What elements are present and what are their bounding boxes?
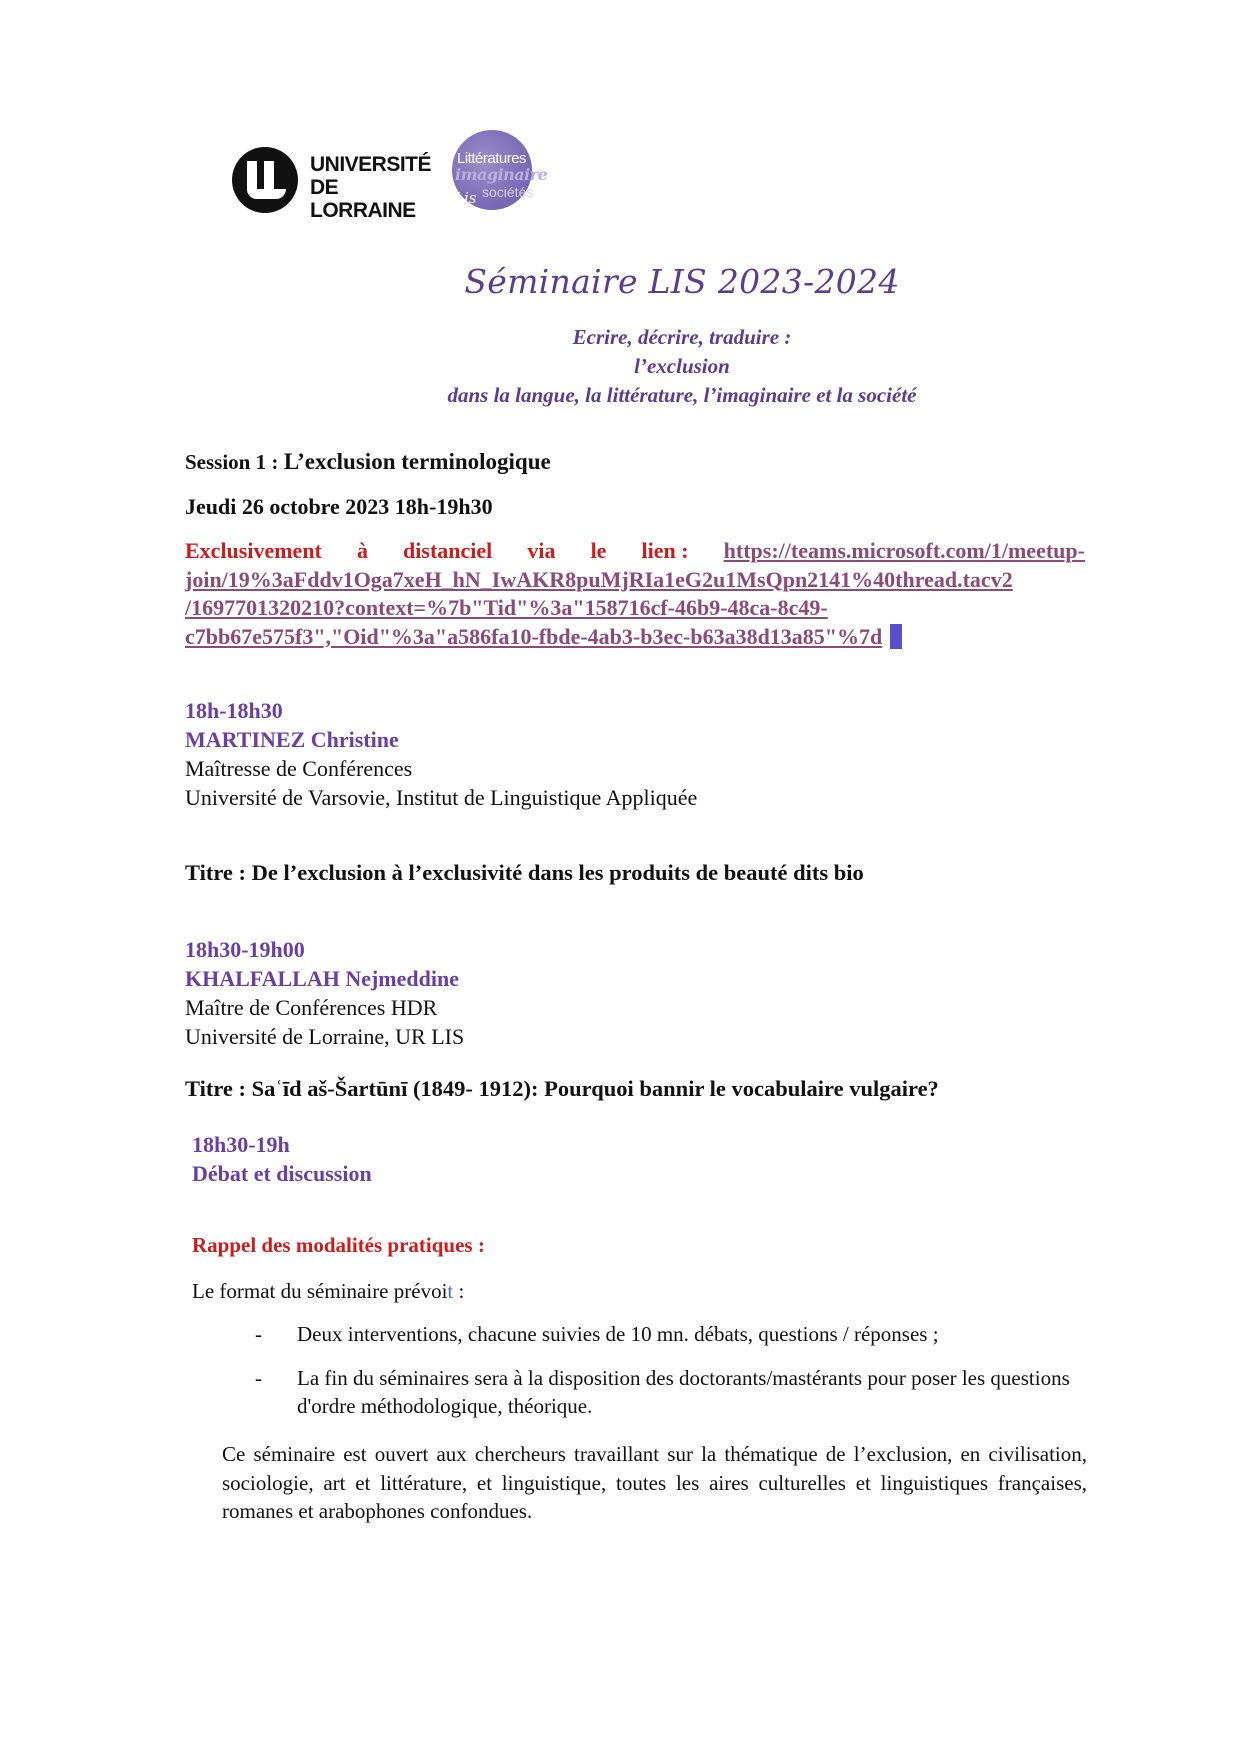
teams-link[interactable]: join/19%3aFddv1Oga7xeH_hN_IwAKR8puMjRIa1eG2u1MsQpn2141%40thread.tacv2 bbox=[185, 566, 1013, 592]
session-heading: Session 1 : L’exclusion terminologique bbox=[185, 449, 551, 474]
seminar-subtitle: Ecrire, décrire, traduire : l’exclusion dans la langue, la littérature, l’imaginaire et la société bbox=[447, 325, 917, 407]
debate-time: 18h30-19h bbox=[192, 1132, 290, 1157]
scope-paragraph: Ce séminaire est ouvert aux chercheurs travaillant sur la thématique de l’exclusion, en civilisation, sociologie, art et littérature, et linguistique, toutes les aires culturelles et linguistiques françaises, romanes et arabophones confondues. bbox=[222, 1442, 1087, 1523]
speaker-role: Maîtresse de Conférences bbox=[185, 756, 413, 781]
access-link-block bbox=[185, 537, 1085, 651]
ul-emblem-icon bbox=[232, 147, 298, 213]
lis-logo: Littératures imaginaire Lis sociétés bbox=[452, 130, 542, 210]
list-item: - Deux interventions, chacune suivies de 10 mn. débats, questions / réponses ; bbox=[255, 1322, 939, 1346]
format-intro: Le format du séminaire prévoit : bbox=[192, 1279, 465, 1303]
debate-slot bbox=[192, 1130, 372, 1188]
universite-de-lorraine-logo bbox=[232, 145, 432, 222]
ul-logo-text: UNIVERSITÉ DE LORRAINE bbox=[310, 153, 432, 222]
format-list bbox=[255, 1320, 1095, 1436]
session-date: Jeudi 26 octobre 2023 18h-19h30 bbox=[185, 494, 493, 519]
teams-link[interactable]: /1697701320210?context=%7b"Tid"%3a"158716cf-46b9-48ca-8c49- bbox=[185, 595, 828, 620]
talk-title: Titre : Saʿīd aš-Šartūnī (1849- 1912): Pourquoi bannir le vocabulaire vulgaire? bbox=[185, 1076, 939, 1101]
teams-link[interactable]: c7bb67e575f3","Oid"%3a"a586fa10-fbde-4ab3-b3ec-b63a38d13a85"%7d bbox=[185, 623, 883, 649]
speaker-role: Maître de Conférences HDR bbox=[185, 995, 438, 1020]
list-item: - La fin du séminaires sera à la disposition des doctorants/mastérants pour poser les questions d'ordre méthodologique, théorique. bbox=[255, 1366, 1070, 1418]
access-first-line: Exclusivement à distanciel via le lien : https://teams.microsoft.com/1/meetup- bbox=[185, 537, 1085, 566]
text-cursor bbox=[890, 624, 902, 649]
debate-label: Débat et discussion bbox=[192, 1161, 372, 1186]
speaker-name: KHALFALLAH Nejmeddine bbox=[185, 966, 459, 991]
practical-heading: Rappel des modalités pratiques : bbox=[192, 1233, 485, 1257]
talk-1 bbox=[185, 696, 697, 812]
talk-time: 18h30-19h00 bbox=[185, 937, 305, 962]
teams-link[interactable]: https://teams.microsoft.com/1/meetup- bbox=[723, 538, 1085, 563]
talk-2 bbox=[185, 935, 464, 1051]
seminar-title: Séminaire LIS 2023-2024 bbox=[464, 262, 900, 301]
talk-title: Titre : De l’exclusion à l’exclusivité dans les produits de beauté dits bio bbox=[185, 860, 864, 885]
speaker-name: MARTINEZ Christine bbox=[185, 727, 399, 752]
talk-time: 18h-18h30 bbox=[185, 698, 283, 723]
speaker-affiliation: Université de Varsovie, Institut de Linguistique Appliquée bbox=[185, 785, 698, 810]
speaker-affiliation: Université de Lorraine, UR LIS bbox=[185, 1024, 465, 1049]
